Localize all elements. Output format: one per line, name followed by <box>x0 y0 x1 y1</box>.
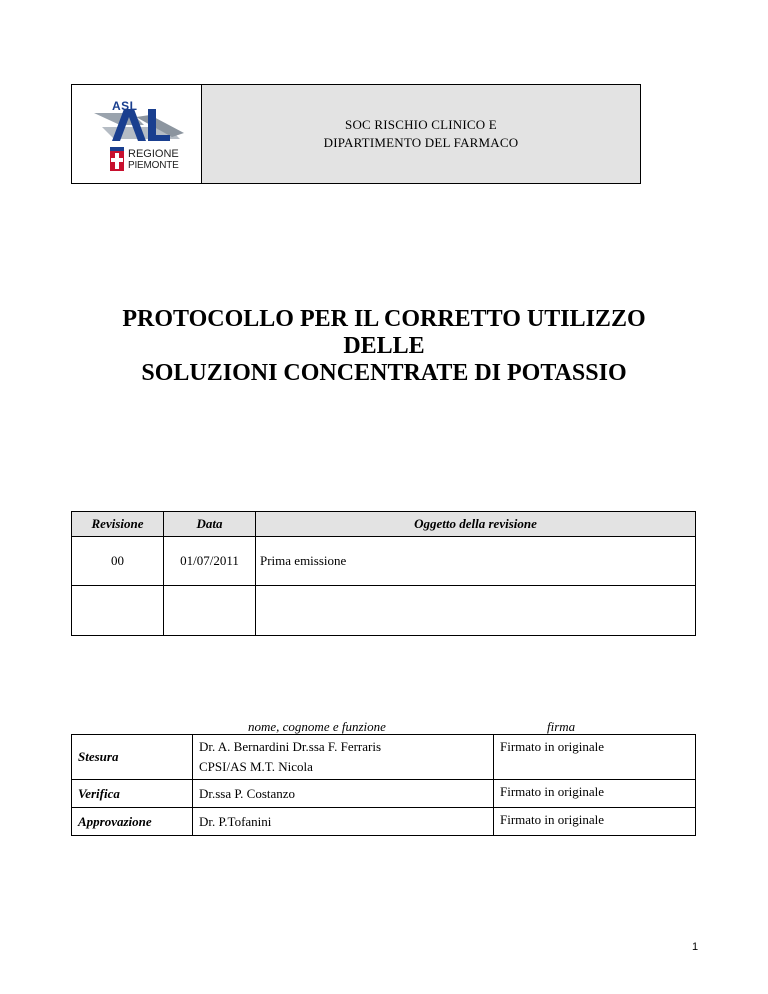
organization-cell <box>202 85 640 183</box>
subject-cell: Prima emissione <box>256 537 696 586</box>
subject-header: Oggetto della revisione <box>256 512 696 537</box>
table-row <box>72 537 696 586</box>
role-cell: Stesura <box>72 735 193 780</box>
name-column-header: nome, cognome e funzione <box>248 719 386 734</box>
title-line-3: SOLUZIONI CONCENTRATE DI POTASSIO <box>141 360 627 386</box>
revision-cell <box>72 586 164 636</box>
document-header <box>71 84 641 184</box>
date-cell <box>164 586 256 636</box>
page-number: 1 <box>692 941 699 953</box>
organization-line-2: DIPARTIMENTO DEL FARMACO <box>323 135 519 150</box>
table-row <box>72 780 696 808</box>
name-line: Dr. A. Bernardini Dr.ssa F. Ferraris <box>199 739 382 754</box>
revision-table <box>71 511 696 636</box>
subject-cell <box>256 586 696 636</box>
logo-asl-text: ASL <box>112 99 138 113</box>
document-title <box>60 306 708 387</box>
revision-header-row <box>72 512 696 537</box>
organization-line-1: SOC RISCHIO CLINICO E <box>345 117 497 132</box>
revision-header: Revisione <box>72 512 164 537</box>
logo-cell <box>72 85 202 183</box>
table-row <box>72 586 696 636</box>
date-cell: 01/07/2011 <box>164 537 256 586</box>
role-cell: Approvazione <box>72 808 193 836</box>
logo-piemonte-text: PIEMONTE <box>128 160 179 171</box>
role-cell: Verifica <box>72 780 193 808</box>
name-line: CPSI/AS M.T. Nicola <box>199 759 313 774</box>
signature-cell: Firmato in originale <box>494 808 696 836</box>
signature-cell: Firmato in originale <box>494 780 696 808</box>
names-cell: Dr. P.Tofanini <box>193 808 494 836</box>
signature-cell: Firmato in originale <box>494 735 696 780</box>
names-cell: Dr.ssa P. Costanzo <box>193 780 494 808</box>
table-row <box>72 808 696 836</box>
title-line-1: PROTOCOLLO PER IL CORRETTO UTILIZZO <box>122 306 646 332</box>
revision-cell: 00 <box>72 537 164 586</box>
logo-regione-text: REGIONE <box>128 148 179 160</box>
title-line-2: DELLE <box>343 333 425 359</box>
table-row <box>72 735 696 780</box>
names-cell <box>193 735 494 780</box>
date-header: Data <box>164 512 256 537</box>
approval-table <box>71 734 696 836</box>
signature-column-header: firma <box>547 719 576 734</box>
